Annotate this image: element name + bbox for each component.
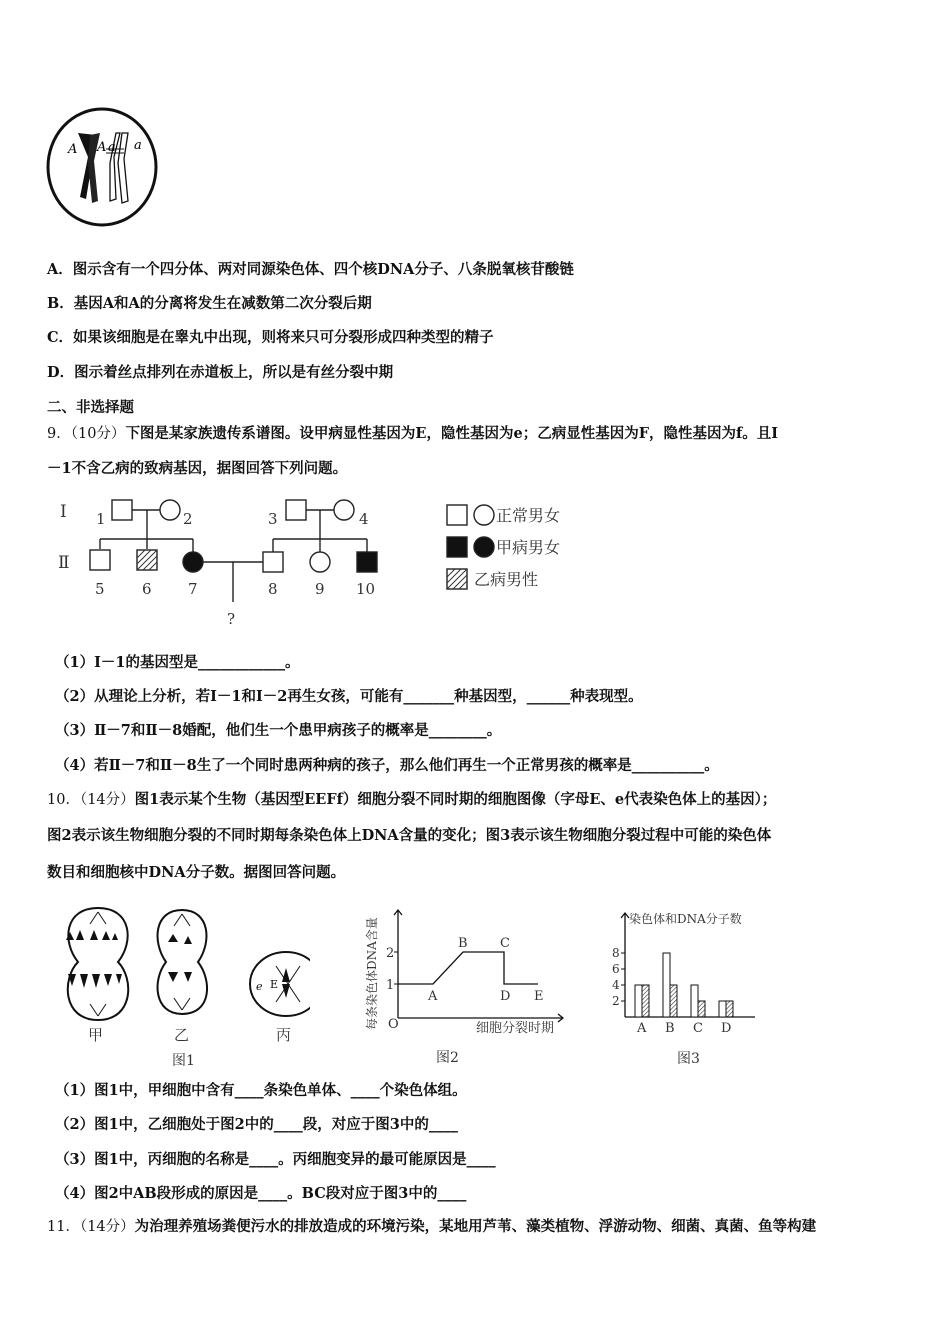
figure-3-chart [603,903,768,1073]
option-c: C．如果该细胞是在睾丸中出现，则将来只可分裂形成四种类型的精子 [47,329,494,346]
section-title: 二、非选择题 [47,399,134,416]
generation-label: Ⅰ [60,502,67,522]
legend-normal: 正常男女 [496,506,561,525]
q9-sub4: （4）若Ⅱ－7和Ⅱ－8生了一个同时患两种病的孩子，那么他们再生一个正常男孩的概率是__________。 [55,757,719,774]
bar-dna-C [698,1001,705,1017]
pedigree-id: 3 [268,510,278,528]
bar-chromosome-D [719,1001,726,1017]
q10-number: 10． [47,792,80,808]
legend-disease-b: 乙病男性 [474,570,539,589]
category-label: B [665,1021,675,1036]
q10-stem-line2: 图2表示该生物细胞分裂的不同时期每条染色体上DNA含量的变化；图3表示该生物细胞分裂过程中可能的染色体 [47,827,772,844]
category-label: D [721,1021,732,1036]
pedigree-chart [50,492,590,634]
category-label: A [637,1021,647,1036]
bar-dna-B [670,985,677,1017]
point-e: E [534,989,544,1004]
q10-sub2: （2）图1中，乙细胞处于图2中的____段，对应于图3中的____ [55,1116,458,1133]
point-a: A [428,989,438,1004]
q9-sub2: （2）从理论上分析，若Ⅰ－1和Ⅰ－2再生女孩，可能有_______种基因型，______种表现型。 [55,688,643,705]
pedigree-id: 5 [95,580,105,598]
bar-chromosome-B [663,953,670,1017]
option-a: A．图示含有一个四分体、两对同源染色体、四个核DNA分子、八条脱氧核苷酸链 [47,261,574,278]
pedigree-id: ? [227,610,236,628]
pedigree-id: 1 [96,510,106,528]
y-tick-label: 2 [612,994,620,1008]
q9-stem-text: 下图是某家族遗传系谱图。设甲病显性基因为E，隐性基因为e；乙病显性基因为F，隐性基因为f。且Ⅰ [125,425,779,442]
chart-title: 染色体和DNA分子数 [629,912,742,926]
y-tick: 2 [386,946,395,961]
generation-label: Ⅱ [58,553,70,573]
q10-sub4: （4）图2中AB段形成的原因是____。BC段对应于图3中的____ [55,1185,467,1202]
q10-score: （14分） [79,792,135,808]
bar-chromosome-A [635,985,642,1017]
cell-label-yi: 乙 [174,1026,190,1044]
pedigree-id: 2 [183,510,193,528]
q9-stem-line2: －1不含乙病的致病基因，据图回答下列问题。 [47,460,348,477]
gene-label: e [256,980,263,993]
q11-stem-line1 [47,1217,816,1237]
option-d: D．图示着丝点排列在赤道板上，所以是有丝分裂中期 [47,364,394,381]
pedigree-id: 9 [315,580,325,598]
q10-stem-line1 [47,790,776,810]
cell-label-bing: 丙 [276,1026,292,1044]
legend-disease-a: 甲病男女 [496,538,561,557]
figure-2-caption: 图2 [436,1050,459,1066]
q9-sub3: （3）Ⅱ－7和Ⅱ－8婚配，他们生一个患甲病孩子的概率是________。 [55,722,502,739]
pedigree-id: 6 [142,580,152,598]
origin-label: O [388,1017,399,1032]
bar-dna-D [726,1001,733,1017]
q10-stem-text: 图1表示某个生物（基因型EEFf）细胞分裂不同时期的细胞图像（字母E、e代表染色体上的基因）； [134,791,777,808]
q10-sub1: （1）图1中，甲细胞中含有____条染色单体、____个染色体组。 [55,1082,467,1099]
bar-dna-A [642,985,649,1017]
figure-2 [358,900,573,1072]
point-b: B [458,936,468,951]
q9-stem-line1 [47,424,778,444]
gene-label: A [97,140,107,155]
y-tick-label: 8 [612,946,620,960]
pedigree-id: 10 [356,580,376,598]
point-d: D [500,989,511,1004]
chart-caption: 图3 [677,1051,700,1067]
point-c: C [500,936,510,951]
gene-label: a [134,138,142,153]
q11-score: （14分） [79,1219,135,1235]
gene-label: E [270,978,279,991]
q10-sub3: （3）图1中，丙细胞的名称是____。丙细胞变异的最可能原因是____ [55,1151,496,1168]
figure-1-caption: 图1 [172,1053,195,1069]
q11-number: 11． [47,1219,80,1235]
gene-label: A [68,142,78,157]
bar-chromosome-C [691,985,698,1017]
option-b: B．基因A和A的分离将发生在减数第二次分裂后期 [47,295,372,312]
pedigree-id: 8 [268,580,278,598]
x-axis-label: 细胞分裂时期 [476,1021,555,1036]
y-tick-label: 4 [612,978,620,992]
y-tick-label: 6 [612,962,620,976]
y-tick: 1 [386,978,395,993]
q9-score: （10分） [70,426,126,442]
gene-label: a [108,140,116,155]
y-axis-label: 每条染色体DNA含量 [365,917,379,1030]
category-label: C [693,1021,703,1036]
q11-stem-text: 为治理养殖场粪便污水的排放造成的环境污染，某地用芦苇、藻类植物、浮游动物、细菌、真菌、鱼等构建 [134,1218,817,1235]
q10-stem-line3: 数目和细胞核中DNA分子数。据图回答问题。 [47,864,346,881]
cell-figure [44,105,162,230]
figure-1 [50,902,310,1070]
q9-number: 9． [47,426,71,442]
q9-sub1: （1）Ⅰ－1的基因型是____________。 [55,654,300,671]
pedigree-id: 7 [188,580,198,598]
pedigree-id: 4 [359,510,369,528]
cell-label-jia: 甲 [88,1026,104,1044]
